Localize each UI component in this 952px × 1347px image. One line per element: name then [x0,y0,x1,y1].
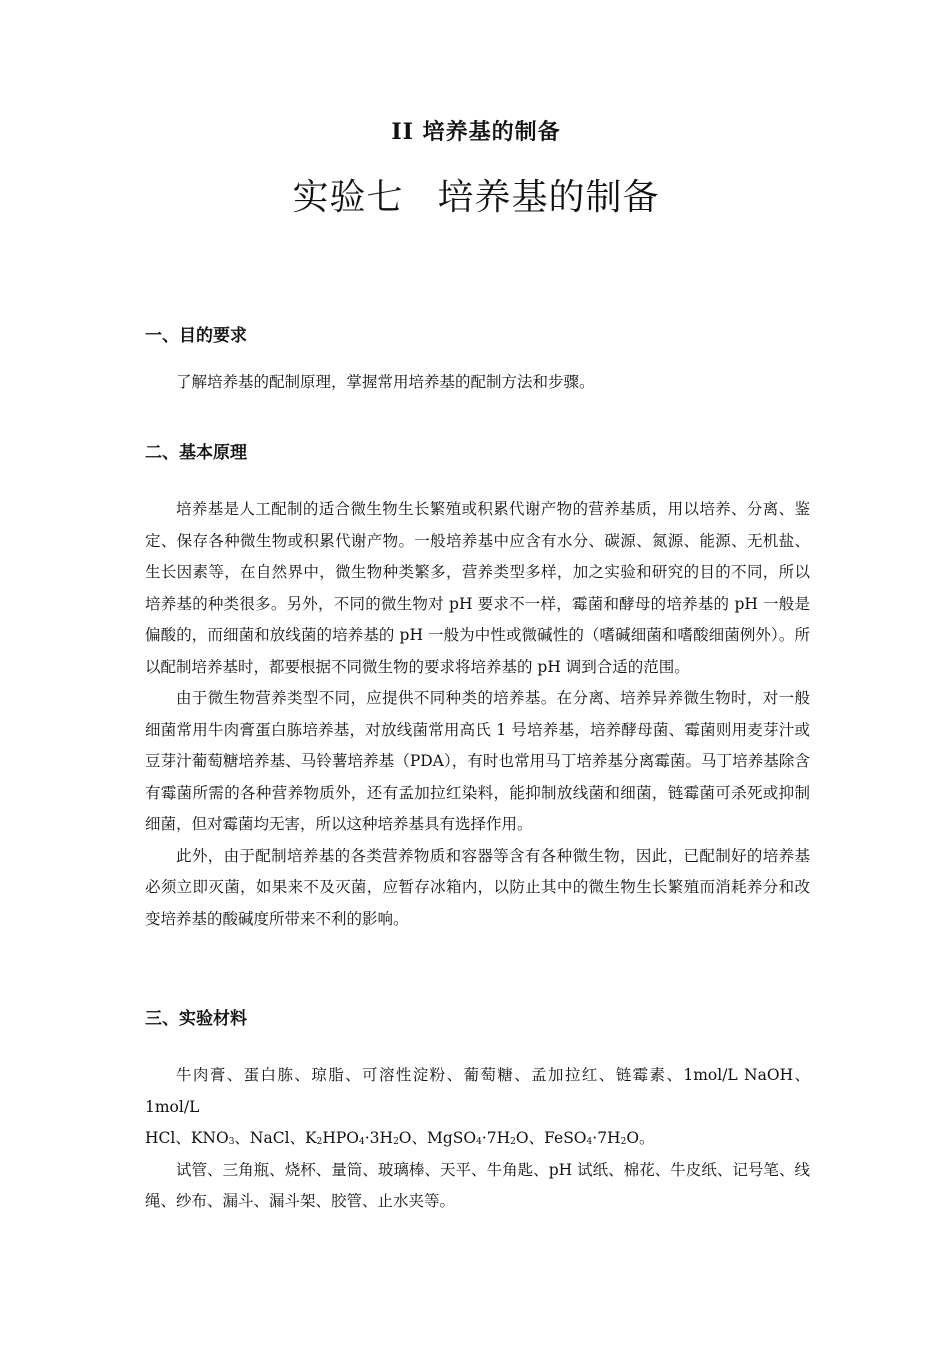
formula-text: O、MgSO [398,1129,477,1147]
formula-text: O、FeSO [515,1129,587,1147]
experiment-title [0,174,952,222]
section-body-objective [145,367,810,399]
formula-subscript: 2 [393,1137,399,1147]
paragraph: 了解培养基的配制原理，掌握常用培养基的配制方法和步骤。 [176,373,595,391]
formula-subscript: 4 [359,1137,365,1147]
reagents-line: 牛肉膏、蛋白胨、琼脂、可溶性淀粉、葡萄糖、孟加拉红、链霉素、1mol/L NaOH、1mol/L [145,1066,810,1116]
formula-text: HPO [322,1129,360,1147]
experiment-name: 培养基的制备 [437,177,660,218]
formula-text: O。 [626,1129,655,1147]
section-heading-objective: 一、目的要求 [145,326,247,346]
section-heading-principle: 二、基本原理 [145,443,247,463]
formula-subscript: 4 [586,1137,593,1147]
formula-subscript: 2 [510,1137,516,1147]
formula-text: HCl、KNO [145,1129,229,1147]
formula-subscript: 2 [620,1137,627,1147]
formula-subscript: 2 [316,1137,323,1147]
experiment-number: 实验七 [292,177,404,218]
equipment-paragraph: 试管、三角瓶、烧杯、量筒、玻璃棒、天平、牛角匙、pH 试纸、棉花、牛皮纸、记号笔、线绳、纱布、漏斗、漏斗架、胶管、止水夹等。 [145,1160,810,1210]
section-body-materials [145,1060,810,1218]
formula-text: ·7H [592,1129,621,1147]
paragraph: 此外，由于配制培养基的各类营养物质和容器等含有各种微生物，因此，已配制好的培养基必须立即灭菌，如果来不及灭菌，应暂存冰箱内，以防止其中的微生物生长繁殖而消耗养分和改变培养基的酸碱度所带来不利的影响。 [145,846,810,928]
paragraph: 培养基是人工配制的适合微生物生长繁殖或积累代谢产物的营养基质，用以培养、分离、鉴定、保存各种微生物或积累代谢产物。一般培养基中应含有水分、碳源、氮源、能源、无机盐、生长因素等，在自然界中，微生物种类繁多，营养类型多样，加之实验和研究的目的不同，所以培养基的种类很多。另外，不同的微生物对 pH 要求不一样，霉菌和酵母的培养基的 pH 一般是偏酸的，而细菌和放线菌的培养基的 pH 一般为中性或微碱性的（嗜碱细菌和嗜酸细菌例外）。所以配制培养基时，都要根据不同微生物的要求将培养基的 pH 调到合适的范围。 [145,500,810,676]
part-title: II 培养基的制备 [391,119,561,145]
section-body-principle [145,494,810,935]
reagents-formula-line [145,1123,810,1155]
section-heading-materials: 三、实验材料 [145,1009,247,1029]
formula-text: 、NaCl、K [234,1129,317,1147]
formula-text: ·7H [481,1129,511,1147]
formula-text: ·3H [364,1129,394,1147]
paragraph: 由于微生物营养类型不同，应提供不同种类的培养基。在分离、培养异养微生物时，对一般细菌常用牛肉膏蛋白胨培养基，对放线菌常用高氏 1 号培养基，培养酵母菌、霉菌则用麦芽汁或豆芽汁葡萄糖培养基、马铃薯培养基（PDA），有时也常用马丁培养基分离霉菌。马丁培养基除含有霉菌所需的各种营养物质外，还有孟加拉红染料，能抑制放线菌和细菌，链霉菌可杀死或抑制细菌，但对霉菌均无害，所以这种培养基具有选择作用。 [145,689,810,833]
formula-subscript: 3 [228,1137,235,1147]
formula-subscript: 4 [476,1137,482,1147]
